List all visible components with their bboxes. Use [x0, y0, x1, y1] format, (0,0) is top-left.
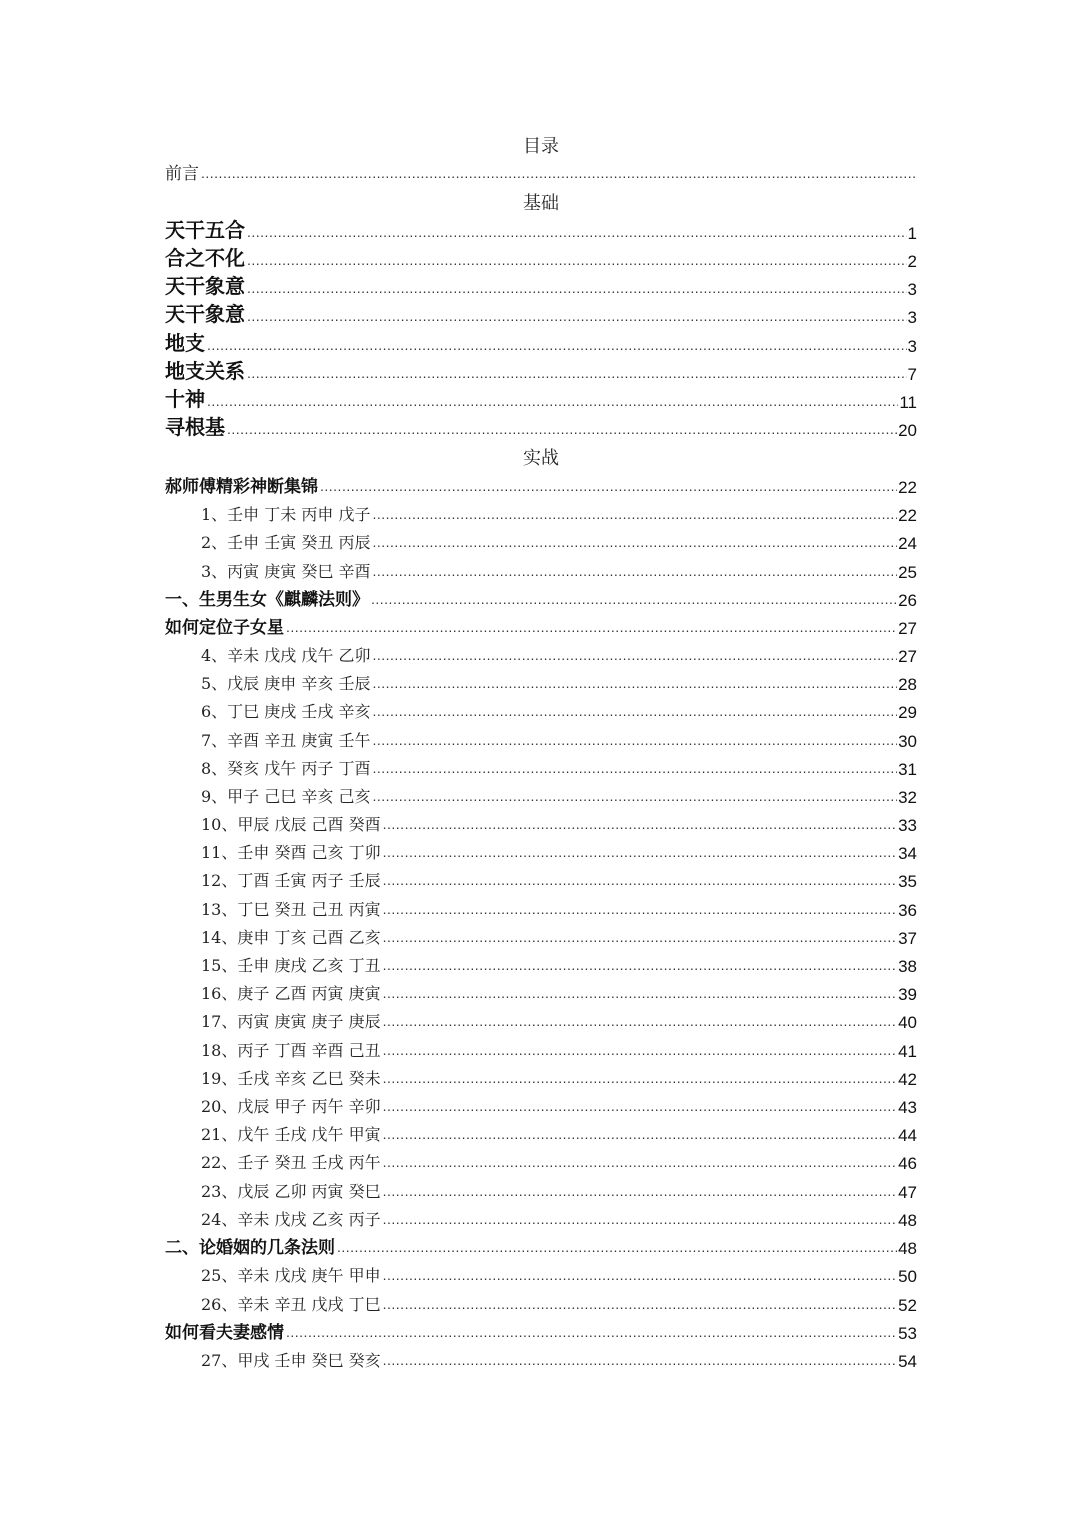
dot-leader — [383, 1099, 897, 1113]
dot-leader — [383, 958, 897, 972]
toc-entry-page: 41 — [898, 1042, 917, 1061]
toc-entry[interactable] — [165, 245, 917, 271]
toc-entry-page: 37 — [898, 929, 917, 948]
toc-entry[interactable] — [165, 1347, 917, 1371]
toc-entry-page: 25 — [898, 563, 917, 582]
toc-entry[interactable] — [165, 698, 917, 722]
toc-entry[interactable] — [165, 414, 917, 440]
toc-entry-label: 17、丙寅 庚寅 庚子 庚辰 — [201, 1012, 381, 1031]
toc-entry[interactable] — [165, 501, 917, 525]
toc-entry-page: 31 — [898, 760, 917, 779]
toc-entry[interactable] — [165, 952, 917, 976]
dot-leader — [383, 1071, 897, 1085]
dot-leader — [207, 394, 898, 408]
toc-entry[interactable] — [165, 1319, 917, 1343]
dot-leader — [383, 1014, 897, 1028]
toc-entry[interactable] — [165, 1234, 917, 1258]
toc-entry-label: 12、丁酉 壬寅 丙子 壬辰 — [201, 871, 381, 890]
toc-entry[interactable] — [165, 1262, 917, 1286]
toc-entry[interactable] — [165, 1093, 917, 1117]
dot-leader — [383, 1297, 897, 1311]
toc-entry-page: 47 — [898, 1183, 917, 1202]
dot-leader — [247, 309, 907, 323]
toc-entry-page: 48 — [898, 1239, 917, 1258]
dot-leader — [337, 1240, 897, 1254]
dot-leader — [372, 676, 897, 690]
dot-leader — [383, 873, 897, 887]
dot-leader — [207, 338, 907, 352]
toc-entry-page: 22 — [898, 506, 917, 525]
toc-entry[interactable] — [165, 642, 917, 666]
toc-entry-page: 54 — [898, 1352, 917, 1371]
toc-entry[interactable] — [165, 586, 917, 610]
dot-leader — [372, 564, 897, 578]
toc-entry[interactable] — [165, 1178, 917, 1202]
toc-entry-label: 寻根基 — [165, 415, 225, 439]
toc-entry[interactable] — [165, 839, 917, 863]
toc-entry[interactable] — [165, 896, 917, 920]
toc-entry-page: 53 — [898, 1324, 917, 1343]
toc-entry-page: 11 — [899, 393, 917, 412]
dot-leader — [286, 620, 897, 634]
toc-entry-page: 52 — [898, 1296, 917, 1315]
dot-leader — [372, 761, 897, 775]
toc-entry-page: 38 — [898, 957, 917, 976]
dot-leader — [372, 733, 897, 747]
toc-entry-page: 20 — [898, 421, 917, 440]
toc-entry-label: 11、壬申 癸酉 己亥 丁卯 — [201, 843, 381, 862]
toc-entry-label: 3、丙寅 庚寅 癸巳 辛酉 — [201, 562, 371, 581]
toc-entry-page: 32 — [898, 788, 917, 807]
toc-entry-page: 24 — [898, 534, 917, 553]
toc-entry-label: 天干象意 — [165, 302, 245, 326]
dot-leader — [383, 1127, 897, 1141]
dot-leader — [372, 704, 897, 718]
dot-leader — [383, 1212, 897, 1226]
toc-entry-page: 7 — [907, 365, 917, 384]
toc-entry-label: 26、辛未 辛丑 戊戌 丁巳 — [201, 1295, 381, 1314]
toc-entry-page: 22 — [898, 478, 917, 497]
toc-entry-page: 39 — [898, 985, 917, 1004]
toc-entry-page: 29 — [898, 703, 917, 722]
toc-entry-page: 1 — [907, 224, 917, 243]
toc-entry-label: 6、丁巳 庚戌 壬戌 辛亥 — [201, 702, 371, 721]
toc-entry-page: 33 — [898, 816, 917, 835]
dot-leader — [383, 1184, 897, 1198]
toc-entry[interactable] — [165, 473, 917, 497]
toc-entry[interactable] — [165, 924, 917, 948]
toc-entry[interactable] — [165, 301, 917, 327]
toc-entry[interactable] — [165, 811, 917, 835]
toc-entry-page: 35 — [898, 872, 917, 891]
toc-entry-page: 3 — [907, 308, 917, 327]
dot-leader — [372, 507, 897, 521]
toc-entry-page: 43 — [898, 1098, 917, 1117]
toc-entry-page: 36 — [898, 901, 917, 920]
toc-entry-label: 前言 — [165, 164, 199, 184]
toc-entry[interactable] — [165, 614, 917, 638]
toc-entry-label: 合之不化 — [165, 246, 245, 270]
toc-entry-label: 21、戊午 壬戌 戊午 甲寅 — [201, 1125, 381, 1144]
toc-entry-label: 天干五合 — [165, 218, 245, 242]
toc-entry[interactable] — [165, 529, 917, 553]
toc-entry[interactable] — [165, 217, 917, 243]
toc-entry-label: 10、甲辰 戊辰 己酉 癸酉 — [201, 815, 381, 834]
toc-entry-label: 4、辛未 戊戌 戊午 乙卯 — [201, 646, 371, 665]
toc-entry-page: 48 — [898, 1211, 917, 1230]
dot-leader — [383, 1353, 897, 1367]
dot-leader — [201, 166, 916, 180]
toc-entry-page: 42 — [898, 1070, 917, 1089]
toc-entry[interactable] — [165, 670, 917, 694]
toc-entry-page: 2 — [907, 252, 917, 271]
toc-entry-label: 二、论婚姻的几条法则 — [165, 1238, 335, 1258]
toc-entry[interactable] — [165, 727, 917, 751]
toc-entry[interactable] — [165, 1291, 917, 1315]
toc-entry-label: 如何看夫妻感情 — [165, 1323, 284, 1343]
dot-leader — [372, 535, 897, 549]
section-heading-practice: 实战 — [523, 448, 559, 469]
toc-entry-page: 26 — [898, 591, 917, 610]
toc-entry-page: 44 — [898, 1126, 917, 1145]
dot-leader — [247, 253, 907, 267]
toc-entry-label: 16、庚子 乙酉 丙寅 庚寅 — [201, 984, 381, 1003]
toc-entry[interactable] — [165, 558, 917, 582]
toc-entry-page: 40 — [898, 1013, 917, 1032]
section-heading-basics: 基础 — [523, 193, 559, 214]
dot-leader — [227, 422, 897, 436]
toc-entry[interactable] — [165, 1149, 917, 1173]
toc-entry[interactable] — [165, 1121, 917, 1145]
dot-leader — [383, 1155, 897, 1169]
dot-leader — [320, 479, 897, 493]
toc-entry-page: 28 — [898, 675, 917, 694]
dot-leader — [383, 845, 897, 859]
toc-entry[interactable] — [165, 273, 917, 299]
toc-entry-page: 34 — [898, 844, 917, 863]
toc-entry[interactable] — [165, 755, 917, 779]
toc-entry-page: 30 — [898, 732, 917, 751]
toc-entry-page: 50 — [898, 1267, 917, 1286]
toc-entry[interactable] — [165, 980, 917, 1004]
toc-entry-label: 22、壬子 癸丑 壬戌 丙午 — [201, 1153, 381, 1172]
toc-entry[interactable] — [165, 1065, 917, 1089]
toc-entry-label: 14、庚申 丁亥 己酉 乙亥 — [201, 928, 381, 947]
dot-leader — [383, 902, 897, 916]
toc-entry-page: 27 — [898, 647, 917, 666]
dot-leader — [247, 366, 907, 380]
toc-entry-label: 2、壬申 壬寅 癸丑 丙辰 — [201, 533, 371, 552]
toc-entry-page: 3 — [907, 280, 917, 299]
dot-leader — [372, 789, 897, 803]
dot-leader — [247, 281, 907, 295]
toc-entry-label: 8、癸亥 戊午 丙子 丁酉 — [201, 759, 371, 778]
toc-entry-label: 地支 — [165, 331, 205, 355]
toc-entry-label: 1、壬申 丁未 丙申 戊子 — [201, 505, 371, 524]
toc-entry-preface[interactable] — [165, 160, 917, 184]
toc-entry[interactable] — [165, 330, 917, 356]
toc-entry-label: 18、丙子 丁酉 辛酉 己丑 — [201, 1041, 381, 1060]
toc-entry[interactable] — [165, 358, 917, 384]
toc-entry[interactable] — [165, 867, 917, 891]
toc-title: 目录 — [523, 136, 559, 157]
dot-leader — [383, 986, 897, 1000]
toc-entry-page: 3 — [907, 337, 917, 356]
toc-entry-page: 46 — [898, 1154, 917, 1173]
dot-leader — [286, 1325, 897, 1339]
dot-leader — [383, 930, 897, 944]
dot-leader — [371, 592, 897, 606]
toc-entry-label: 如何定位子女星 — [165, 618, 284, 638]
toc-entry[interactable] — [165, 1037, 917, 1061]
toc-entry-label: 20、戊辰 甲子 丙午 辛卯 — [201, 1097, 381, 1116]
toc-entry-label: 24、辛未 戊戌 乙亥 丙子 — [201, 1210, 381, 1229]
toc-entry[interactable] — [165, 1206, 917, 1230]
toc-entry-label: 十神 — [165, 387, 205, 411]
dot-leader — [247, 225, 907, 239]
toc-entry-label: 天干象意 — [165, 274, 245, 298]
toc-entry-label: 23、戊辰 乙卯 丙寅 癸巳 — [201, 1182, 381, 1201]
dot-leader — [383, 1268, 897, 1282]
toc-entry[interactable] — [165, 386, 917, 412]
toc-entry[interactable] — [165, 1008, 917, 1032]
toc-entry-label: 27、甲戌 壬申 癸巳 癸亥 — [201, 1351, 381, 1370]
toc-entry-label: 25、辛未 戊戌 庚午 甲申 — [201, 1266, 381, 1285]
toc-entry-page: 27 — [898, 619, 917, 638]
toc-entry[interactable] — [165, 783, 917, 807]
toc-entry-label: 9、甲子 己巳 辛亥 己亥 — [201, 787, 371, 806]
toc-entry-label: 19、壬戌 辛亥 乙巳 癸未 — [201, 1069, 381, 1088]
dot-leader — [383, 1043, 897, 1057]
dot-leader — [372, 648, 897, 662]
toc-entry-label: 15、壬申 庚戌 乙亥 丁丑 — [201, 956, 381, 975]
toc-entry-label: 13、丁巳 癸丑 己丑 丙寅 — [201, 900, 381, 919]
toc-entry-label: 地支关系 — [165, 359, 245, 383]
toc-entry-label: 一、生男生女《麒麟法则》 — [165, 590, 369, 610]
toc-entry-label: 5、戊辰 庚申 辛亥 壬辰 — [201, 674, 371, 693]
toc-entry-label: 郝师傅精彩神断集锦 — [165, 477, 318, 497]
toc-entry-label: 7、辛酉 辛丑 庚寅 壬午 — [201, 731, 371, 750]
dot-leader — [383, 817, 897, 831]
